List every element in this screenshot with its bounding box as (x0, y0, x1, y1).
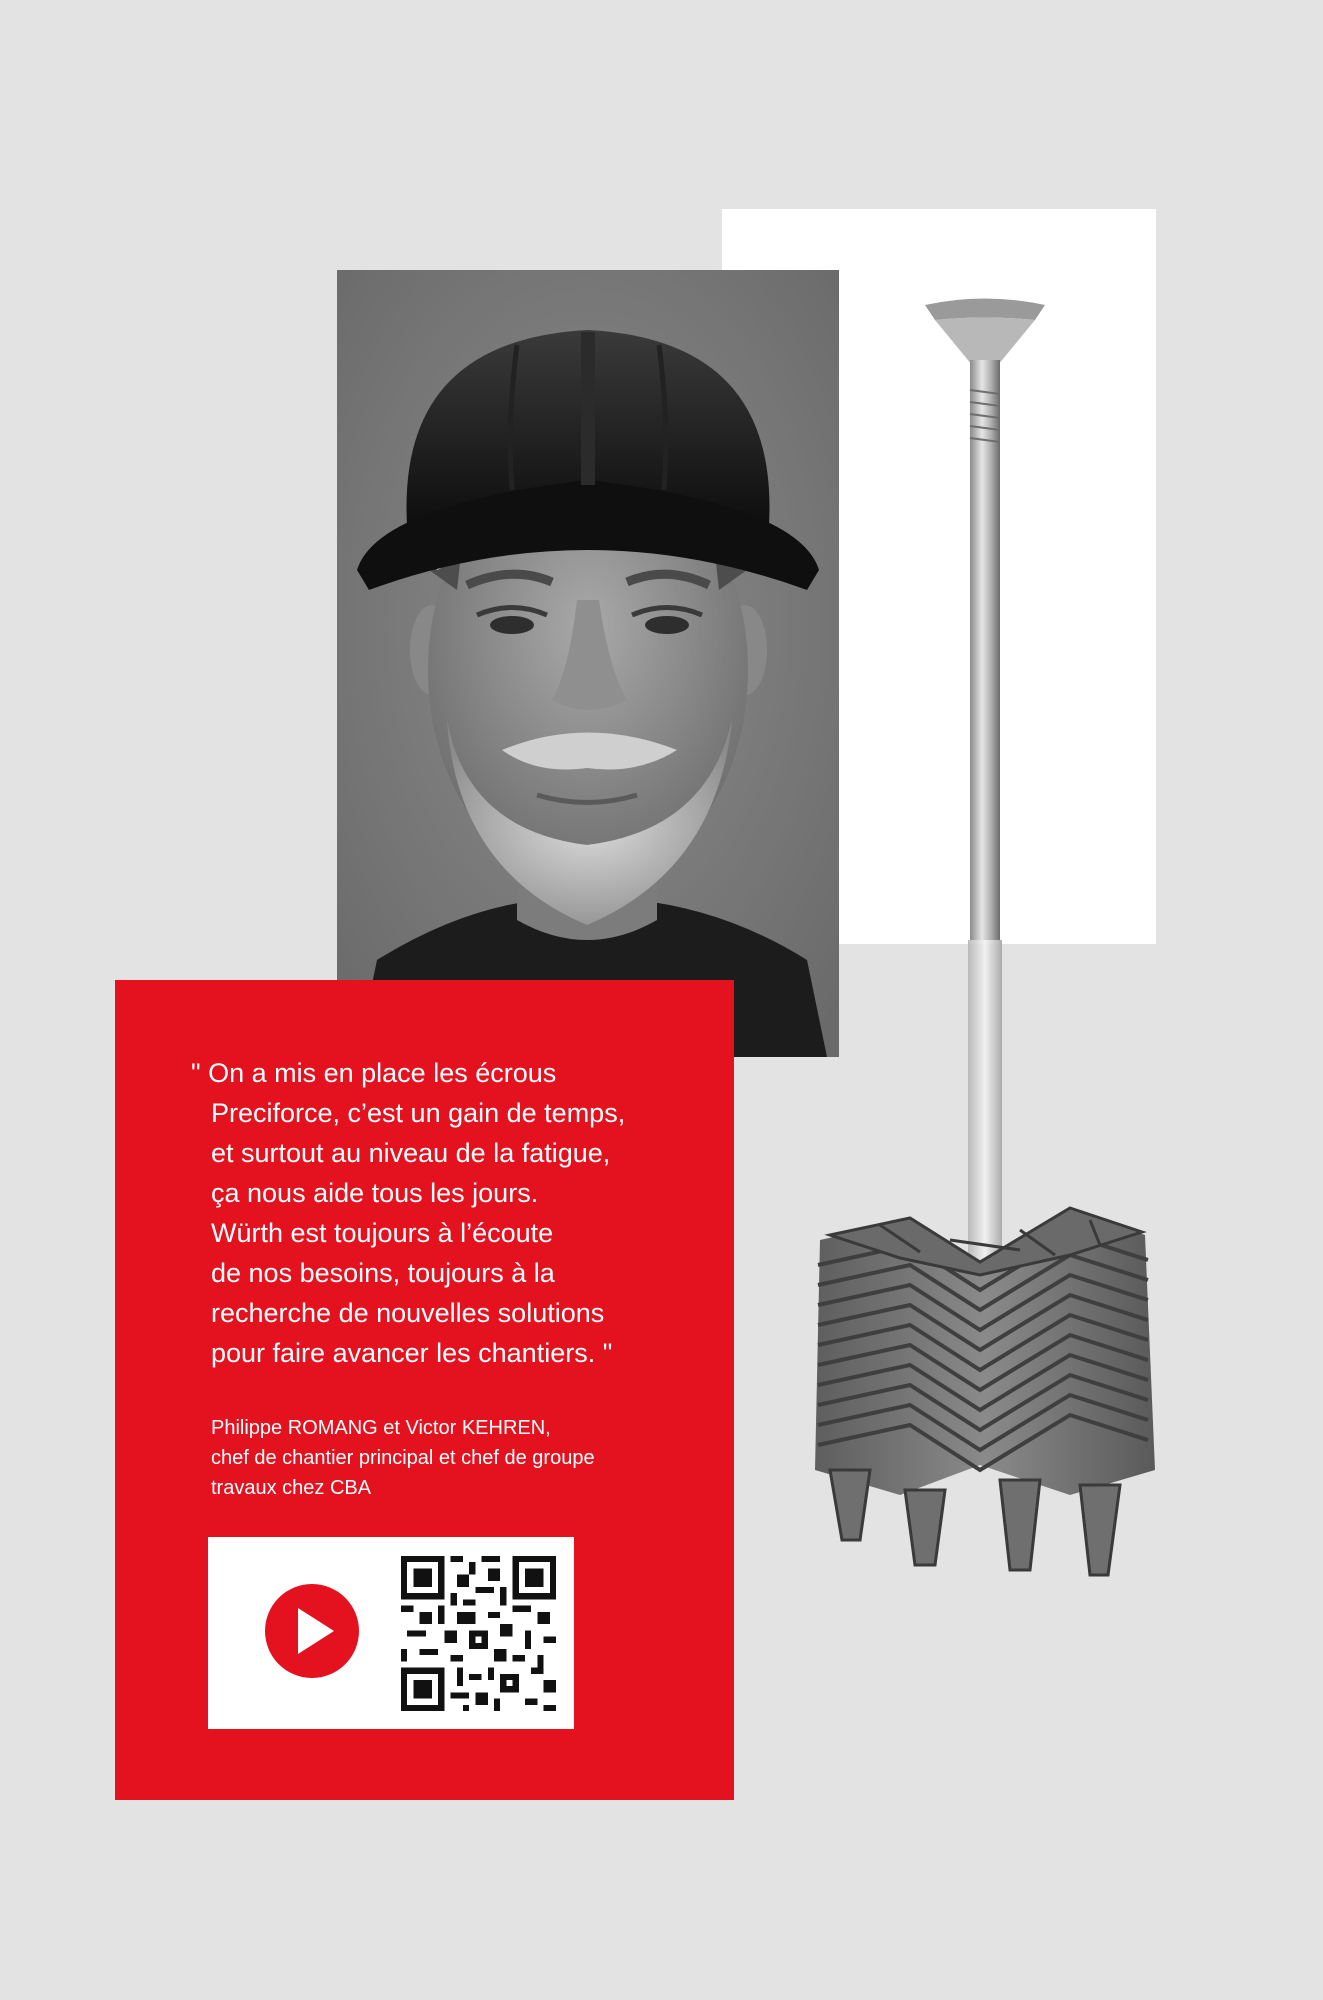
play-icon[interactable] (265, 1584, 359, 1678)
nut-and-rod-product-image (770, 290, 1170, 1650)
play-triangle (298, 1608, 334, 1654)
worker-portrait-photo (337, 270, 839, 1057)
qr-code[interactable] (401, 1556, 556, 1711)
testimonial-attribution: Philippe ROMANG et Victor KEHREN, chef de chantier principal et chef de groupe travaux chez CBA (211, 1417, 595, 1499)
testimonial-quote: " On a mis en place les écrous Preciforce, c’est un gain de temps, et surtout au niveau de la fatigue, ça nous aide tous les jours. Würth est toujours à l’écoute de nos besoins, toujours à la recherche de nouvelles solutions pour faire avancer les chantiers. " (191, 1058, 626, 1368)
testimonial-panel (115, 980, 734, 1800)
video-card[interactable] (208, 1537, 574, 1729)
